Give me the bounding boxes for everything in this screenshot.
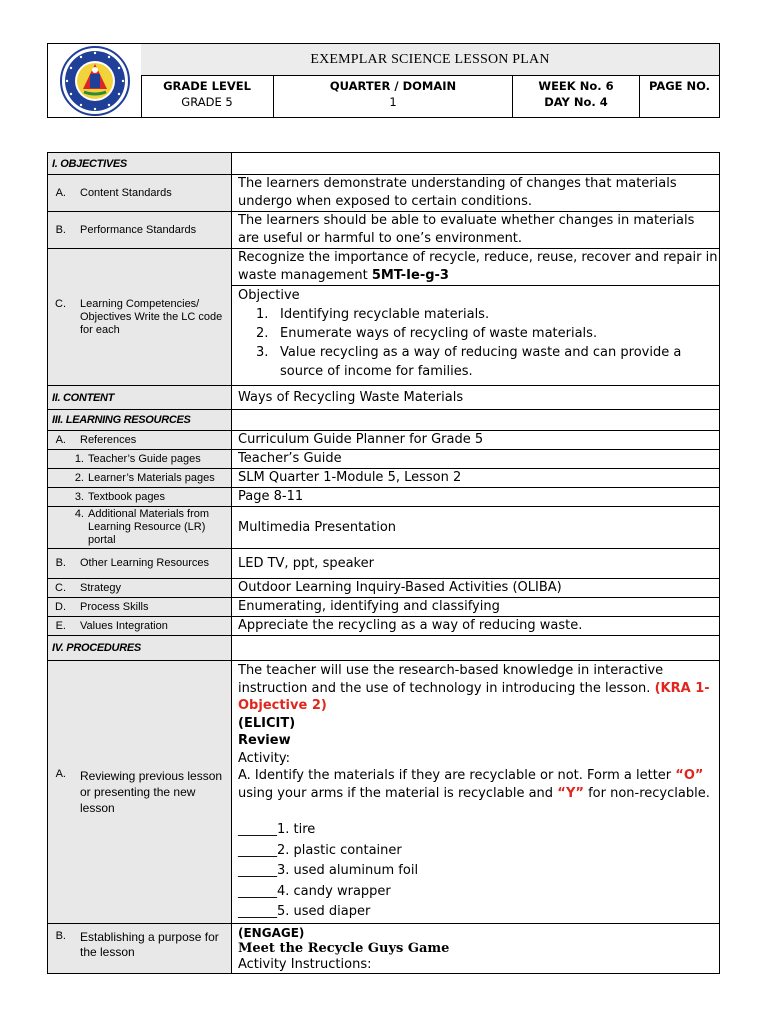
teachers-guide-label: Teacher’s Guide pages	[88, 452, 201, 465]
values-integration-label: Values Integration	[80, 619, 168, 632]
content-standards-label: A. Content Standards	[55, 186, 172, 199]
table-row: D. Process Skills Enumerating, identifying and classifying	[48, 598, 720, 617]
game-title: Meet the Recycle Guys Game	[238, 941, 450, 956]
references-value: Curriculum Guide Planner for Grade 5	[232, 431, 720, 450]
activity-instructions: A. Identify the materials if they are recyclable or not. Form a letter “O” using your arms if the material is recyclable and “Y” for non-recyclable.	[238, 768, 710, 801]
letter-o: “O”	[675, 768, 704, 783]
list-item: 2. Enumerate ways of recycling of waste materials.	[256, 326, 598, 341]
week-label: WEEK No. 6	[538, 79, 614, 93]
process-skills-value: Enumerating, identifying and classifying	[232, 598, 720, 617]
values-integration-value: Appreciate the recycling as a way of reducing waste.	[232, 617, 720, 636]
content-text: Ways of Recycling Waste Materials	[232, 386, 720, 410]
table-row	[48, 153, 720, 175]
table-row	[48, 175, 720, 212]
competencies-label: C. Learning Competencies/ Objectives Write the LC code for each	[55, 297, 223, 336]
textbook-pages-label: Textbook pages	[88, 490, 166, 503]
engage-tag: (ENGAGE)	[238, 926, 305, 940]
letter-y: “Y”	[557, 785, 584, 801]
table-row	[48, 410, 720, 431]
learners-materials-label: Learner’s Materials pages	[88, 471, 215, 484]
strategy-value: Outdoor Learning Inquiry-Based Activities (OLIBA)	[232, 579, 720, 598]
purpose-label: B. Establishing a purpose for the lesson	[55, 930, 219, 959]
additional-materials-value: Multimedia Presentation	[232, 507, 720, 549]
quarter-domain-value: 1	[389, 95, 397, 109]
process-skills-label: Process Skills	[80, 600, 149, 613]
table-row	[48, 924, 720, 974]
elicit-tag: (ELICIT)	[238, 715, 296, 731]
list-item: ______1. tire	[238, 822, 316, 837]
other-resources-label: Other Learning Resources	[80, 557, 210, 569]
grade-level-value: GRADE 5	[181, 95, 233, 109]
objective-label: Objective	[238, 288, 300, 303]
review-intro: The teacher will use the research-based knowledge in interactive instruction and the use of technology in introducing the lesson.	[238, 663, 664, 696]
list-item: ______2. plastic container	[238, 842, 402, 858]
table-row: A. References Curriculum Guide Planner for Grade 5	[48, 431, 720, 450]
document-title: EXEMPLAR SCIENCE LESSON PLAN	[141, 44, 719, 76]
list-item: 1. Identifying recyclable materials.	[256, 307, 490, 322]
review-title: Review	[238, 733, 291, 748]
other-resources-value: LED TV, ppt, speaker	[232, 549, 720, 579]
table-row: B. Other Learning Resources LED TV, ppt, speaker	[48, 549, 720, 579]
lesson-plan-header	[47, 43, 720, 118]
performance-standards-label: B. Performance Standards	[55, 223, 197, 236]
quarter-domain-cell	[274, 75, 513, 117]
table-row	[48, 636, 720, 661]
review-content	[232, 661, 720, 924]
teachers-guide-value: Teacher’s Guide	[232, 450, 720, 469]
table-row	[48, 386, 720, 410]
competencies-text: Recognize the importance of recycle, reduce, reuse, recover and repair in waste management 5MT-Ie-g-3	[232, 249, 720, 286]
table-row: 2. Learner’s Materials pages SLM Quarter 1-Module 5, Lesson 2	[48, 469, 720, 488]
purpose-content	[232, 924, 720, 974]
resources-heading: III. LEARNING RESOURCES	[48, 410, 232, 431]
activity-label: Activity:	[238, 750, 291, 766]
content-heading: II. CONTENT	[48, 386, 232, 410]
table-row: E. Values Integration Appreciate the recycling as a way of reducing waste.	[48, 617, 720, 636]
table-row: 3. Textbook pages Page 8-11	[48, 488, 720, 507]
lc-code: 5MT-Ie-g-3	[371, 268, 449, 283]
quarter-domain-label: QUARTER / DOMAIN	[329, 79, 457, 93]
procedures-heading: IV. PROCEDURES	[48, 636, 232, 661]
grade-level-cell	[141, 75, 274, 117]
page-no-label: PAGE NO.	[648, 79, 711, 93]
table-row	[48, 661, 720, 924]
activity-instructions-label: Activity Instructions:	[238, 957, 372, 972]
textbook-pages-value: Page 8-11	[232, 488, 720, 507]
performance-standards-text: The learners should be able to evaluate whether changes in materials are useful or harmful to one’s environment.	[232, 212, 720, 249]
references-label: References	[80, 433, 137, 446]
table-row: 1. Teacher’s Guide pages Teacher’s Guide	[48, 450, 720, 469]
deped-seal-logo	[48, 44, 142, 117]
table-row: C. Strategy Outdoor Learning Inquiry-Based Activities (OLIBA)	[48, 579, 720, 598]
table-row	[48, 249, 720, 286]
kra-tag: (KRA 1- Objective 2)	[238, 680, 710, 713]
learners-materials-value: SLM Quarter 1-Module 5, Lesson 2	[232, 469, 720, 488]
content-standards-text: The learners demonstrate understanding of changes that materials undergo when exposed to certain conditions.	[232, 175, 720, 212]
lesson-plan-table	[47, 152, 720, 974]
additional-materials-label: Additional Materials from Learning Resource (LR) portal	[88, 508, 210, 546]
list-item: ______4. candy wrapper	[238, 883, 391, 899]
grade-level-label: GRADE LEVEL	[163, 79, 251, 93]
review-label: A. Reviewing previous lesson or presenting the new lesson	[55, 768, 223, 815]
page-no-cell	[640, 75, 719, 117]
list-item: 3. Value recycling as a way of reducing waste and can provide a source of income for families.	[256, 345, 682, 379]
week-day-cell	[513, 75, 640, 117]
list-item: ______3. used aluminum foil	[238, 863, 419, 878]
day-label: DAY No. 4	[544, 95, 608, 109]
objectives-list	[232, 286, 720, 386]
table-row: 4. Additional Materials from Learning Resource (LR) portal Multimedia Presentation	[48, 507, 720, 549]
table-row	[48, 212, 720, 249]
list-item: ______5. used diaper	[238, 904, 371, 919]
strategy-label: Strategy	[80, 581, 121, 594]
objectives-heading: I. OBJECTIVES	[48, 153, 232, 175]
